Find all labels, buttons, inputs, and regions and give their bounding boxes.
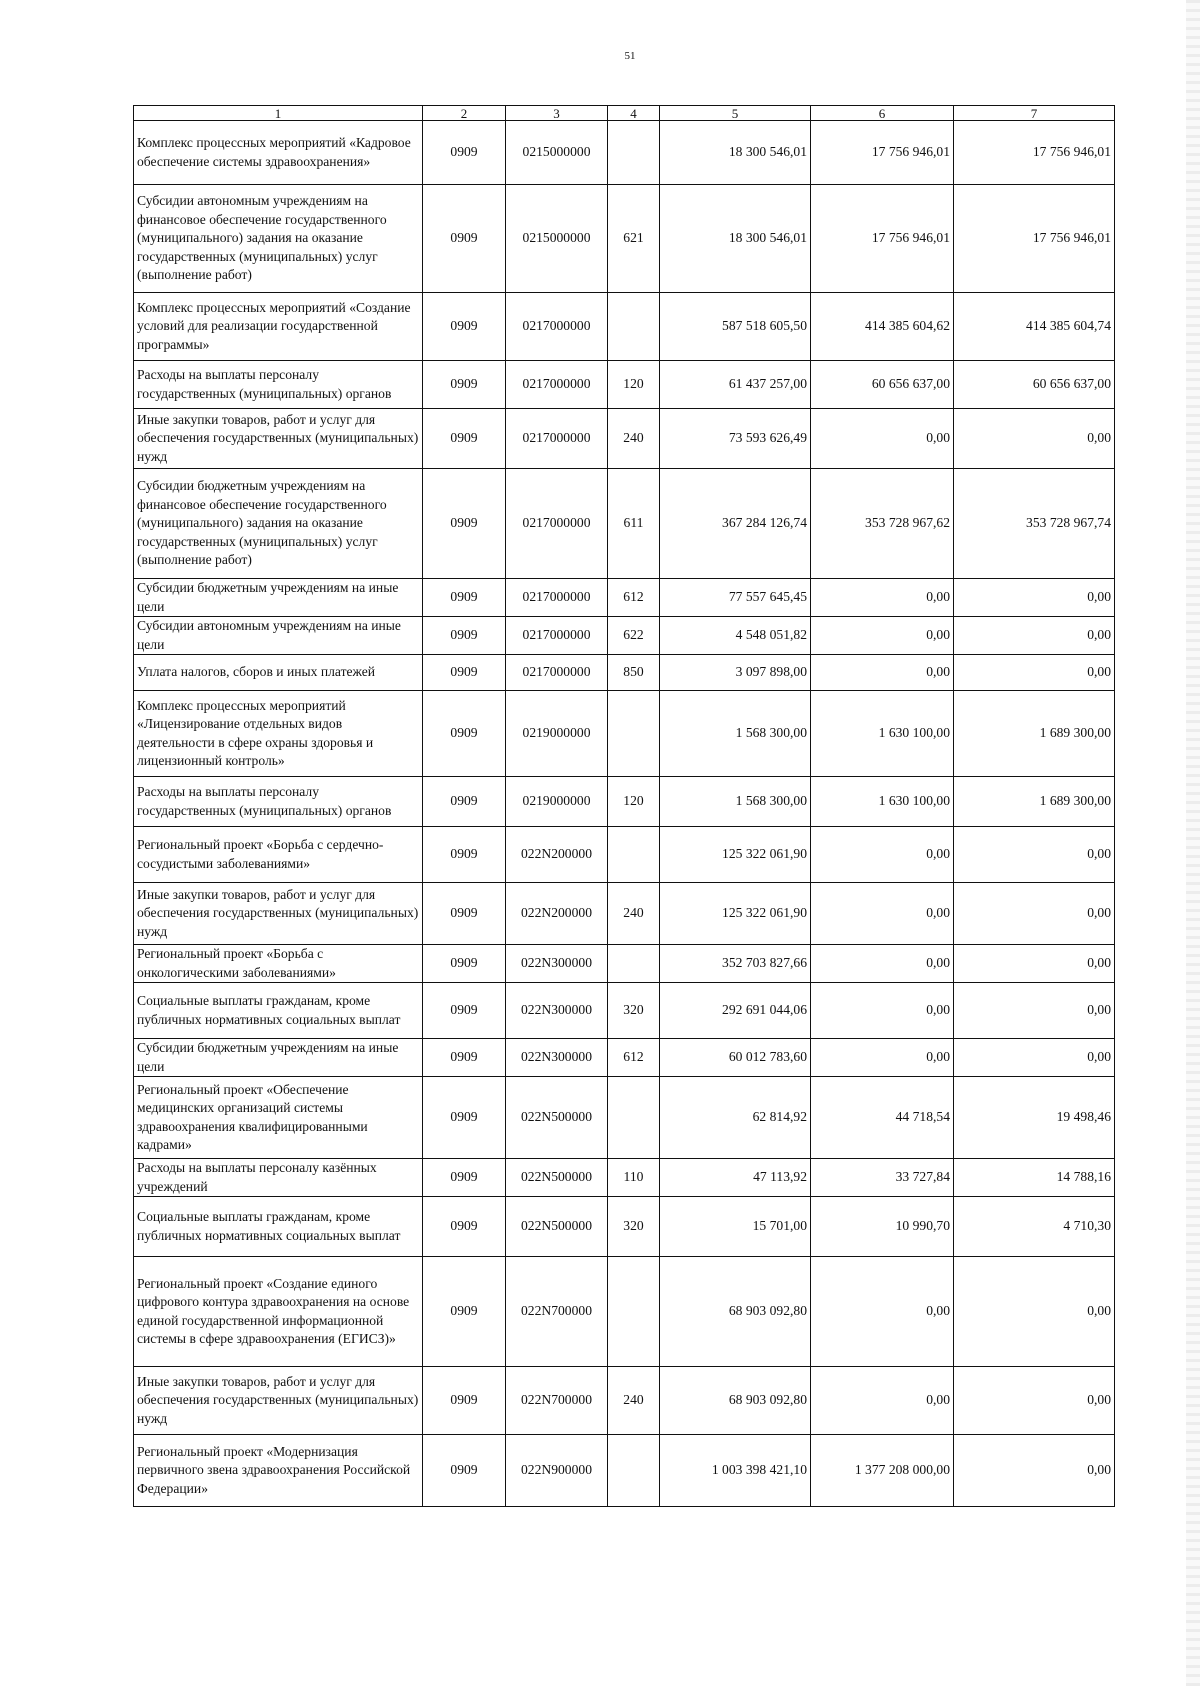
column-header: 5 <box>660 106 811 121</box>
row-name: Субсидии бюджетным учреждениям на финансовое обеспечение государственного (муниципального) задания на оказание государственных (муниципальных) услуг (выполнение работ) <box>134 469 423 579</box>
amount-col-7: 0,00 <box>954 579 1115 617</box>
target-code: 022N900000 <box>506 1435 608 1507</box>
amount-col-5: 367 284 126,74 <box>660 469 811 579</box>
amount-col-6: 0,00 <box>811 827 954 883</box>
section-code: 0909 <box>423 883 506 945</box>
amount-col-6: 1 630 100,00 <box>811 777 954 827</box>
target-code: 0217000000 <box>506 579 608 617</box>
table-row <box>134 121 1115 185</box>
section-code: 0909 <box>423 185 506 293</box>
amount-col-7: 4 710,30 <box>954 1197 1115 1257</box>
target-code: 0219000000 <box>506 777 608 827</box>
amount-col-6: 0,00 <box>811 655 954 691</box>
amount-col-5: 61 437 257,00 <box>660 361 811 409</box>
amount-col-6: 1 377 208 000,00 <box>811 1435 954 1507</box>
target-code: 0215000000 <box>506 121 608 185</box>
amount-col-7: 17 756 946,01 <box>954 185 1115 293</box>
amount-col-7: 0,00 <box>954 1039 1115 1077</box>
expense-type <box>608 827 660 883</box>
amount-col-7: 19 498,46 <box>954 1077 1115 1159</box>
amount-col-5: 1 003 398 421,10 <box>660 1435 811 1507</box>
amount-col-6: 0,00 <box>811 1257 954 1367</box>
row-name: Уплата налогов, сборов и иных платежей <box>134 655 423 691</box>
table-row <box>134 827 1115 883</box>
amount-col-7: 0,00 <box>954 827 1115 883</box>
table-row <box>134 1197 1115 1257</box>
expense-type: 110 <box>608 1159 660 1197</box>
expense-type: 621 <box>608 185 660 293</box>
amount-col-7: 353 728 967,74 <box>954 469 1115 579</box>
section-code: 0909 <box>423 121 506 185</box>
amount-col-5: 587 518 605,50 <box>660 293 811 361</box>
target-code: 022N300000 <box>506 983 608 1039</box>
amount-col-7: 0,00 <box>954 945 1115 983</box>
amount-col-6: 33 727,84 <box>811 1159 954 1197</box>
expense-type: 612 <box>608 1039 660 1077</box>
table-row <box>134 1435 1115 1507</box>
column-header: 3 <box>506 106 608 121</box>
target-code: 0217000000 <box>506 361 608 409</box>
amount-col-7: 0,00 <box>954 1367 1115 1435</box>
amount-col-6: 17 756 946,01 <box>811 121 954 185</box>
target-code: 0217000000 <box>506 469 608 579</box>
amount-col-6: 0,00 <box>811 617 954 655</box>
amount-col-7: 0,00 <box>954 1435 1115 1507</box>
amount-col-7: 60 656 637,00 <box>954 361 1115 409</box>
row-name: Комплекс процессных мероприятий «Лицензирование отдельных видов деятельности в сфере охраны здоровья и лицензионный контроль» <box>134 691 423 777</box>
amount-col-7: 17 756 946,01 <box>954 121 1115 185</box>
amount-col-6: 10 990,70 <box>811 1197 954 1257</box>
expense-type: 320 <box>608 983 660 1039</box>
target-code: 022N200000 <box>506 883 608 945</box>
section-code: 0909 <box>423 361 506 409</box>
table-row <box>134 409 1115 469</box>
expense-type <box>608 691 660 777</box>
section-code: 0909 <box>423 409 506 469</box>
expense-type: 120 <box>608 361 660 409</box>
expense-type: 240 <box>608 883 660 945</box>
target-code: 022N500000 <box>506 1159 608 1197</box>
expense-type <box>608 945 660 983</box>
row-name: Комплекс процессных мероприятий «Кадровое обеспечение системы здравоохранения» <box>134 121 423 185</box>
table-row <box>134 579 1115 617</box>
column-header: 7 <box>954 106 1115 121</box>
amount-col-7: 0,00 <box>954 883 1115 945</box>
target-code: 022N500000 <box>506 1197 608 1257</box>
amount-col-5: 68 903 092,80 <box>660 1367 811 1435</box>
column-header: 1 <box>134 106 423 121</box>
amount-col-5: 3 097 898,00 <box>660 655 811 691</box>
header-row <box>134 106 1115 121</box>
amount-col-6: 1 630 100,00 <box>811 691 954 777</box>
table-row <box>134 469 1115 579</box>
amount-col-5: 352 703 827,66 <box>660 945 811 983</box>
expense-type <box>608 1257 660 1367</box>
target-code: 0219000000 <box>506 691 608 777</box>
amount-col-5: 125 322 061,90 <box>660 883 811 945</box>
amount-col-7: 14 788,16 <box>954 1159 1115 1197</box>
expense-type <box>608 1077 660 1159</box>
expense-type: 612 <box>608 579 660 617</box>
amount-col-7: 1 689 300,00 <box>954 777 1115 827</box>
expense-type: 611 <box>608 469 660 579</box>
amount-col-6: 0,00 <box>811 983 954 1039</box>
expense-type: 120 <box>608 777 660 827</box>
row-name: Социальные выплаты гражданам, кроме публичных нормативных социальных выплат <box>134 983 423 1039</box>
table-row <box>134 883 1115 945</box>
table-row <box>134 1039 1115 1077</box>
target-code: 022N700000 <box>506 1257 608 1367</box>
expense-type <box>608 1435 660 1507</box>
target-code: 022N700000 <box>506 1367 608 1435</box>
section-code: 0909 <box>423 617 506 655</box>
amount-col-5: 73 593 626,49 <box>660 409 811 469</box>
amount-col-5: 68 903 092,80 <box>660 1257 811 1367</box>
table-row <box>134 691 1115 777</box>
amount-col-7: 0,00 <box>954 409 1115 469</box>
row-name: Социальные выплаты гражданам, кроме публичных нормативных социальных выплат <box>134 1197 423 1257</box>
table-row <box>134 1077 1115 1159</box>
section-code: 0909 <box>423 1159 506 1197</box>
table-row <box>134 655 1115 691</box>
amount-col-5: 47 113,92 <box>660 1159 811 1197</box>
target-code: 0215000000 <box>506 185 608 293</box>
table-row <box>134 1257 1115 1367</box>
amount-col-5: 292 691 044,06 <box>660 983 811 1039</box>
row-name: Субсидии автономным учреждениям на иные цели <box>134 617 423 655</box>
section-code: 0909 <box>423 469 506 579</box>
amount-col-6: 0,00 <box>811 579 954 617</box>
amount-col-6: 414 385 604,62 <box>811 293 954 361</box>
amount-col-7: 0,00 <box>954 1257 1115 1367</box>
page-number: 51 <box>624 50 636 62</box>
amount-col-6: 60 656 637,00 <box>811 361 954 409</box>
amount-col-5: 15 701,00 <box>660 1197 811 1257</box>
amount-col-5: 60 012 783,60 <box>660 1039 811 1077</box>
amount-col-6: 17 756 946,01 <box>811 185 954 293</box>
row-name: Региональный проект «Борьба с онкологическими заболеваниями» <box>134 945 423 983</box>
table-row <box>134 1159 1115 1197</box>
amount-col-7: 0,00 <box>954 983 1115 1039</box>
amount-col-7: 1 689 300,00 <box>954 691 1115 777</box>
amount-col-5: 77 557 645,45 <box>660 579 811 617</box>
table-row <box>134 361 1115 409</box>
expense-type: 850 <box>608 655 660 691</box>
table-row <box>134 945 1115 983</box>
target-code: 022N300000 <box>506 1039 608 1077</box>
section-code: 0909 <box>423 983 506 1039</box>
amount-col-6: 0,00 <box>811 945 954 983</box>
budget-table <box>133 105 1115 1507</box>
table-row <box>134 983 1115 1039</box>
row-name: Иные закупки товаров, работ и услуг для обеспечения государственных (муниципальных) нужд <box>134 1367 423 1435</box>
row-name: Комплекс процессных мероприятий «Создание условий для реализации государственной программы» <box>134 293 423 361</box>
section-code: 0909 <box>423 293 506 361</box>
section-code: 0909 <box>423 655 506 691</box>
amount-col-6: 353 728 967,62 <box>811 469 954 579</box>
section-code: 0909 <box>423 579 506 617</box>
table-row <box>134 293 1115 361</box>
table-row <box>134 185 1115 293</box>
expense-type: 320 <box>608 1197 660 1257</box>
target-code: 0217000000 <box>506 617 608 655</box>
section-code: 0909 <box>423 827 506 883</box>
amount-col-5: 18 300 546,01 <box>660 185 811 293</box>
row-name: Региональный проект «Создание единого цифрового контура здравоохранения на основе единой государственной информационной системы в сфере здравоохранения (ЕГИСЗ)» <box>134 1257 423 1367</box>
expense-type: 240 <box>608 1367 660 1435</box>
scan-edge-artifact <box>1186 0 1200 1686</box>
row-name: Расходы на выплаты персоналу государственных (муниципальных) органов <box>134 361 423 409</box>
amount-col-5: 4 548 051,82 <box>660 617 811 655</box>
expense-type: 622 <box>608 617 660 655</box>
target-code: 022N500000 <box>506 1077 608 1159</box>
section-code: 0909 <box>423 1077 506 1159</box>
amount-col-7: 414 385 604,74 <box>954 293 1115 361</box>
table-row <box>134 777 1115 827</box>
amount-col-6: 0,00 <box>811 1367 954 1435</box>
table-row <box>134 617 1115 655</box>
row-name: Субсидии бюджетным учреждениям на иные цели <box>134 1039 423 1077</box>
section-code: 0909 <box>423 691 506 777</box>
row-name: Региональный проект «Борьба с сердечно-сосудистыми заболеваниями» <box>134 827 423 883</box>
row-name: Региональный проект «Обеспечение медицинских организаций системы здравоохранения квалифицированными кадрами» <box>134 1077 423 1159</box>
expense-type <box>608 293 660 361</box>
amount-col-6: 0,00 <box>811 1039 954 1077</box>
target-code: 0217000000 <box>506 409 608 469</box>
target-code: 022N200000 <box>506 827 608 883</box>
section-code: 0909 <box>423 1435 506 1507</box>
expense-type <box>608 121 660 185</box>
section-code: 0909 <box>423 1039 506 1077</box>
row-name: Субсидии бюджетным учреждениям на иные цели <box>134 579 423 617</box>
table-row <box>134 1367 1115 1435</box>
amount-col-5: 18 300 546,01 <box>660 121 811 185</box>
amount-col-5: 62 814,92 <box>660 1077 811 1159</box>
expense-type: 240 <box>608 409 660 469</box>
amount-col-6: 0,00 <box>811 883 954 945</box>
column-header: 6 <box>811 106 954 121</box>
column-header: 2 <box>423 106 506 121</box>
target-code: 0217000000 <box>506 655 608 691</box>
row-name: Расходы на выплаты персоналу государственных (муниципальных) органов <box>134 777 423 827</box>
row-name: Иные закупки товаров, работ и услуг для обеспечения государственных (муниципальных) нужд <box>134 409 423 469</box>
section-code: 0909 <box>423 945 506 983</box>
amount-col-7: 0,00 <box>954 617 1115 655</box>
row-name: Расходы на выплаты персоналу казённых учреждений <box>134 1159 423 1197</box>
row-name: Иные закупки товаров, работ и услуг для обеспечения государственных (муниципальных) нужд <box>134 883 423 945</box>
amount-col-6: 44 718,54 <box>811 1077 954 1159</box>
amount-col-6: 0,00 <box>811 409 954 469</box>
section-code: 0909 <box>423 1197 506 1257</box>
amount-col-5: 125 322 061,90 <box>660 827 811 883</box>
amount-col-5: 1 568 300,00 <box>660 691 811 777</box>
section-code: 0909 <box>423 1257 506 1367</box>
column-header: 4 <box>608 106 660 121</box>
amount-col-7: 0,00 <box>954 655 1115 691</box>
row-name: Субсидии автономным учреждениям на финансовое обеспечение государственного (муниципального) задания на оказание государственных (муниципальных) услуг (выполнение работ) <box>134 185 423 293</box>
row-name: Региональный проект «Модернизация первичного звена здравоохранения Российской Федерации» <box>134 1435 423 1507</box>
section-code: 0909 <box>423 777 506 827</box>
amount-col-5: 1 568 300,00 <box>660 777 811 827</box>
target-code: 022N300000 <box>506 945 608 983</box>
section-code: 0909 <box>423 1367 506 1435</box>
target-code: 0217000000 <box>506 293 608 361</box>
